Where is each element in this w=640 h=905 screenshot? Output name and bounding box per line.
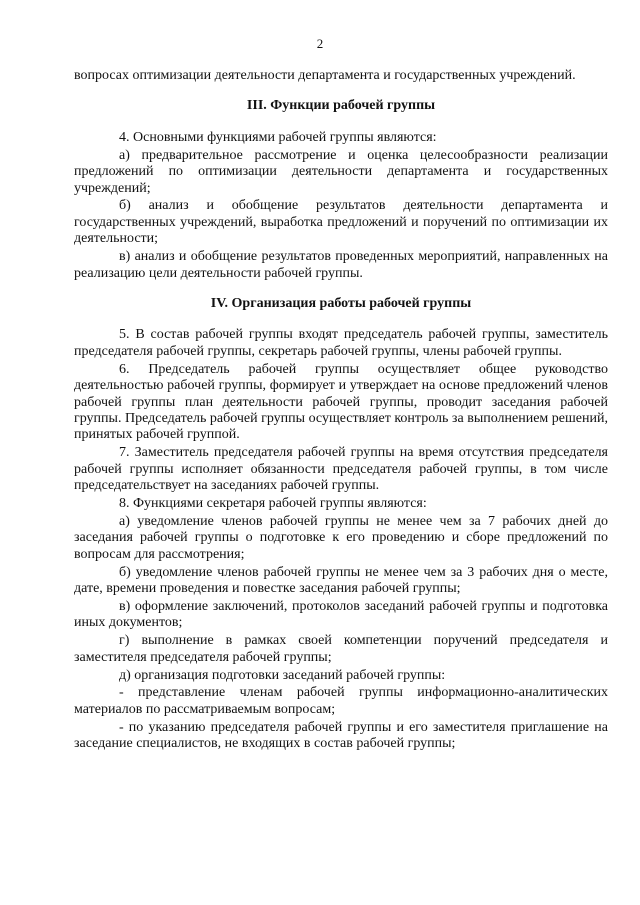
paragraph-7: 7. Заместитель председателя рабочей группы на время отсутствия председателя рабочей группы исполняет обязанности председателя рабочей группы, в том числе председательствует на заседаниях рабочей группы. — [74, 445, 608, 494]
paragraph-8d: г) выполнение в рамках своей компетенции поручений председателя и заместителя председателя рабочей группы; — [74, 633, 608, 665]
section-heading-4: IV. Организация работы рабочей группы — [210, 295, 472, 311]
paragraph-6: 6. Председатель рабочей группы осуществляет общее руководство деятельностью рабочей группы, формирует и утверждает на основе предложений членов рабочей группы план деятельности рабочей группы, проводит заседания рабочей группы. Председатель рабочей группы осуществляет контроль за выполнением решений, принятых рабочей группой. — [74, 361, 608, 443]
document-body — [74, 68, 608, 754]
paragraph-4: 4. Основными функциями рабочей группы являются: — [119, 129, 437, 145]
paragraph-8e: д) организация подготовки заседаний рабочей группы: — [119, 667, 446, 683]
paragraph-5: 5. В состав рабочей группы входят председатель рабочей группы, заместитель председателя рабочей группы, секретарь рабочей группы, члены рабочей группы. — [74, 327, 608, 359]
page-number: 2 — [316, 36, 324, 51]
paragraph-4a: а) предварительное рассмотрение и оценка целесообразности реализации предложений по оптимизации деятельности департамента и государственных учреждений; — [74, 147, 608, 196]
paragraph-8b: б) уведомление членов рабочей группы не менее чем за 3 рабочих дня о месте, дате, времени проведения и повестке заседания рабочей группы; — [74, 564, 608, 596]
paragraph-8a: а) уведомление членов рабочей группы не менее чем за 7 рабочих дней до заседания рабочей группы о подготовке к его проведению и сборе предложений по вопросам для рассмотрения; — [74, 513, 608, 562]
paragraph-8e-2: - по указанию председателя рабочей группы и его заместителя приглашение на заседание специалистов, не входящих в состав рабочей группы; — [74, 719, 608, 752]
paragraph-4c: в) анализ и обобщение результатов проведенных мероприятий, направленных на реализацию цели деятельности рабочей группы. — [74, 249, 608, 281]
paragraph-4b: б) анализ и обобщение результатов деятельности департамента и государственных учреждений, выработка предложений и поручений по оптимизации их деятельности; — [74, 198, 608, 247]
section-heading-3: III. Функции рабочей группы — [246, 98, 436, 114]
paragraph-8: 8. Функциями секретаря рабочей группы являются: — [119, 495, 427, 511]
paragraph-continuation: вопросах оптимизации деятельности департамента и государственных учреждений. — [74, 68, 576, 83]
paragraph-8c: в) оформление заключений, протоколов заседаний рабочей группы и подготовка иных документов; — [74, 598, 608, 631]
paragraph-8e-1: - представление членам рабочей группы информационно-аналитических материалов по рассматриваемым вопросам; — [74, 685, 608, 717]
